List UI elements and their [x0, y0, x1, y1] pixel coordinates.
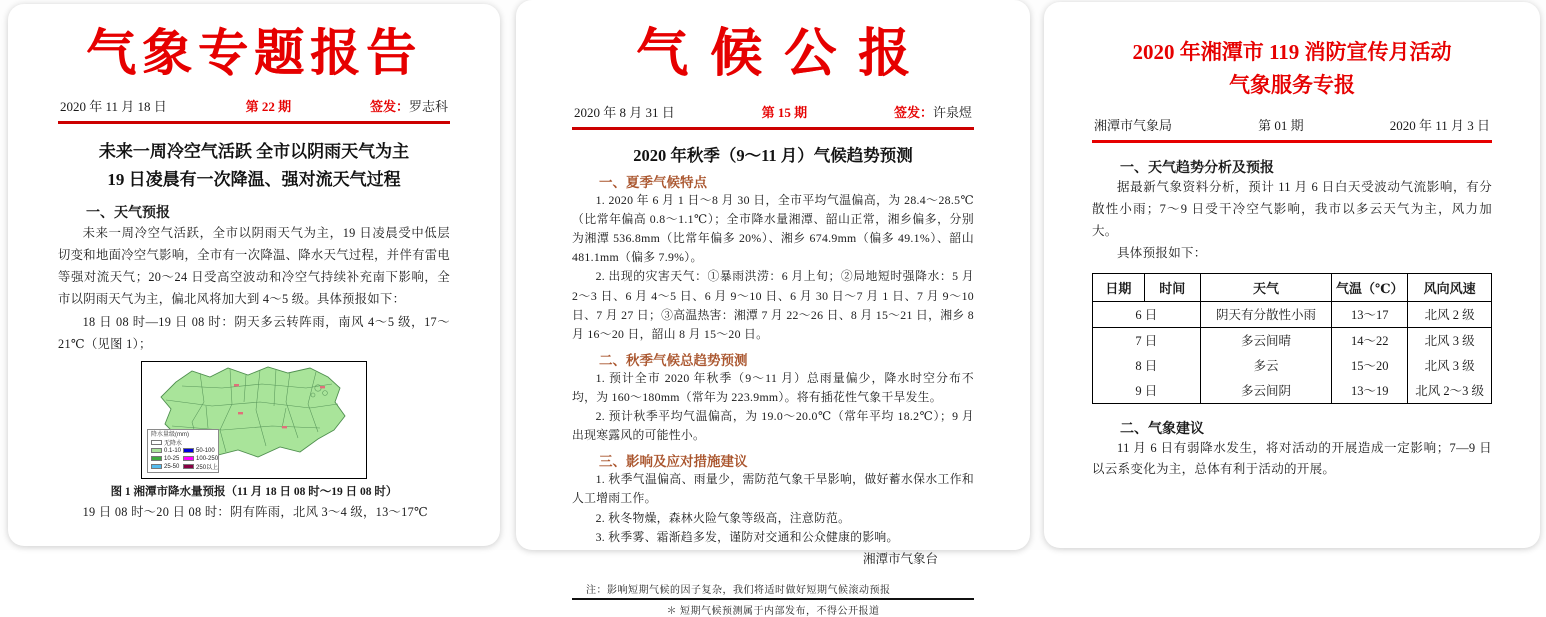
cell-weather: 多云间阴	[1200, 378, 1332, 404]
legend-item	[183, 463, 218, 471]
doc2-section3-title: 三、影响及应对措施建议	[599, 454, 748, 470]
doc2-s3-paragraph1: 1. 秋季气温偏高、雨量少，需防范气象干旱影响，做好蓄水保水工作和人工增雨工作。	[572, 472, 974, 506]
legend-label: 10-25	[164, 455, 180, 462]
doc1-paragraph-day19: 19 日 08 时～20 日 08 时：阴有阵雨，北风 3～4 级，13～17℃	[82, 504, 429, 519]
doc1-headline-line1: 未来一周冷空气活跃 全市以阴雨天气为主	[98, 142, 410, 161]
cell-wind: 北风 3 级	[1408, 327, 1492, 353]
doc3-title	[1092, 36, 1492, 101]
doc1-paragraph-day18: 18 日 08 时—19 日 08 时：阴天多云转阵雨，南风 4～5 级，17～21℃（见图 1）；	[58, 314, 450, 351]
doc2-s2-paragraph2: 2. 预计秋季平均气温偏高，为 19.0～20.0℃（常年平均 18.2℃）；9 月出现寒露风的可能性小。	[572, 409, 974, 443]
doc2-footnote-line1: 注：影响短期气候的因子复杂，我们将适时做好短期气候滚动预报	[572, 581, 974, 600]
doc1-headline-line2: 19 日凌晨有一次降温、强对流天气过程	[107, 170, 401, 190]
forecast-row-day7	[1093, 327, 1492, 353]
legend-label: 100-250	[196, 455, 219, 462]
doc3-org-name: 湘潭市气象局	[1094, 118, 1173, 134]
doc2-section1-title: 一、夏季气候特点	[599, 175, 707, 190]
doc1-figure-caption: 图 1 湘潭市降水量预报（11 月 18 日 08 时～19 日 08 时）	[110, 485, 398, 498]
doc2-issue-date: 2020 年 8 月 31 日	[574, 105, 675, 120]
doc1-signer-name: 罗志科	[408, 99, 448, 114]
doc1-issue-number: 第 22 期	[245, 99, 292, 114]
doc2-sign-label: 签发：	[893, 105, 933, 120]
document-card-fire-publicity-weather-report[interactable]	[1044, 2, 1540, 548]
map-legend-title: 降水量级(mm)	[151, 431, 189, 438]
doc2-signer-name: 许泉煜	[932, 105, 972, 120]
col-header-weather: 天气	[1200, 273, 1332, 301]
legend-label: 50-100	[196, 447, 215, 454]
legend-swatch-moderate	[151, 456, 162, 461]
doc2-meta-row	[572, 102, 974, 130]
forecast-header-row	[1093, 273, 1492, 301]
legend-label: 250以上	[196, 465, 219, 472]
forecast-row-day6	[1093, 301, 1492, 327]
doc2-report-title: 2020 年秋季（9～11 月）气候趋势预测	[633, 146, 913, 165]
forecast-row-day8	[1093, 353, 1492, 378]
cell-temp: 13～19	[1332, 378, 1408, 404]
doc2-s2-paragraph1: 1. 预计全市 2020 年秋季（9～11 月）总雨量偏少，降水时空分布不均，为 160～180mm（常年为 223.9mm）。将有插花性气象干旱发生。	[572, 370, 974, 404]
cell-temp: 14～22	[1332, 327, 1408, 353]
doc1-meta-row	[58, 96, 450, 124]
legend-label: 0.1-10	[164, 447, 182, 454]
doc1-issue-date: 2020 年 11 月 18 日	[60, 99, 167, 114]
doc2-footnotes	[572, 581, 974, 617]
doc3-issue-number: 第 01 期	[1258, 118, 1304, 134]
doc3-section1-title: 一、天气趋势分析及预报	[1120, 161, 1274, 177]
doc2-s3-paragraph3: 3. 秋季雾、霜渐趋多发，谨防对交通和公众健康的影响。	[595, 529, 899, 544]
doc3-s1-paragraph2: 具体预报如下：	[1117, 245, 1207, 260]
legend-item	[151, 447, 181, 455]
cell-weather: 多云	[1200, 353, 1332, 378]
doc3-forecast-table	[1092, 273, 1492, 404]
legend-swatch-large	[151, 464, 162, 469]
doc3-s2-paragraph1: 11 月 6 日有弱降水发生，将对活动的开展造成一定影响；7—9 日以云系变化为主，总体有利于活动的开展。	[1092, 440, 1492, 477]
cell-wind: 北风 2～3 级	[1408, 378, 1492, 404]
doc2-s3-paragraph2: 2. 秋冬物燥，森林火险气象等级高，注意防范。	[595, 510, 851, 525]
cell-temp: 13～17	[1332, 301, 1408, 327]
cell-weather: 阴天有分散性小雨	[1200, 301, 1332, 327]
col-header-time: 时间	[1144, 273, 1200, 301]
legend-item	[151, 439, 216, 447]
doc3-meta-row	[1092, 115, 1492, 143]
doc1-signer	[370, 96, 448, 115]
col-header-wind: 风向风速	[1408, 273, 1492, 301]
document-card-weather-special-report[interactable]	[8, 4, 500, 546]
doc3-title-line1: 2020 年湘潭市 119 消防宣传月活动	[1132, 40, 1452, 64]
legend-label: 25-50	[164, 463, 180, 470]
doc1-masthead-title: 气象专题报告	[86, 25, 422, 81]
map-legend	[147, 429, 219, 473]
doc2-signer	[894, 102, 972, 121]
cell-weather: 多云间晴	[1200, 327, 1332, 353]
cell-temp: 15～20	[1332, 353, 1408, 378]
legend-label: 无降水	[164, 441, 183, 448]
doc3-s1-paragraph1: 据最新气象资料分析，预计 11 月 6 日白天受波动气流影响，有分散性小雨；7～9 日受干冷空气影响，我市以多云天气为主，风力加大。	[1092, 180, 1492, 238]
legend-swatch-storm	[183, 456, 194, 461]
doc2-issue-number: 第 15 期	[761, 105, 808, 120]
legend-swatch-none	[151, 440, 162, 445]
doc2-s1-paragraph1: 1. 2020 年 6 月 1 日～8 月 30 日，全市平均气温偏高，为 28.4～28.5℃（比常年偏高 0.8～1.1℃）；全市降水量湘潭、韶山正常，湘乡偏多，分别为湘潭 536.8mm（比常年偏多 20%）、湘乡 674.9mm（偏多 49.1%）、韶山 481.1mm（偏多 7.9%）。	[572, 193, 974, 265]
doc1-sign-label: 签发：	[369, 99, 409, 114]
doc2-footnote-line2: ＊ 短期气候预测属于内部发布，不得公开报道	[666, 605, 880, 617]
legend-item	[151, 455, 181, 463]
cell-wind: 北风 3 级	[1408, 353, 1492, 378]
legend-swatch-heavy	[183, 448, 194, 453]
doc2-s1-paragraph2: 2. 出现的灾害天气：①暴雨洪涝：6 月上旬；②局地短时强降水：5 月 2～3 日、6 月 4～5 日、6 月 9～10 日、6 月 30 日～7 月 1 日、7 月 9～10 日、7 月 27 日；③高温热害：湘潭 7 月 22～26 日、8 月 15～21 日，湘乡 8 月 16～20 日，韶山 8 月 15～20 日。	[572, 269, 974, 341]
legend-item	[151, 463, 181, 471]
document-card-climate-bulletin[interactable]	[516, 0, 1030, 617]
legend-grid	[151, 447, 219, 472]
doc1-paragraph-forecast: 未来一周冷空气活跃，全市以阴雨天气为主，19 日凌晨受中低层切变和地面冷空气影响，全市有一次降温、降水天气过程，并伴有雷电等强对流天气；20～24 日受高空波动和冷空气持续补充南下影响，全市以阴雨天气为主，偏北风将加大到 4～5 级。具体预报如下：	[58, 226, 450, 307]
legend-item	[183, 447, 218, 455]
doc2-masthead-title: 气候公报	[635, 26, 932, 83]
cell-date: 7 日	[1093, 327, 1201, 353]
cell-date: 8 日	[1093, 353, 1201, 378]
doc1-precipitation-map-figure	[141, 361, 367, 479]
doc2-signature-org: 湘潭市气象台	[862, 551, 938, 566]
doc2-section2-title: 二、秋季气候总趋势预测	[599, 352, 748, 368]
cell-date: 6 日	[1093, 301, 1201, 327]
legend-swatch-extreme	[183, 464, 194, 469]
legend-swatch-light	[151, 448, 162, 453]
doc3-section2-title: 二、气象建议	[1120, 421, 1204, 437]
forecast-row-day9	[1093, 378, 1492, 404]
col-header-date: 日期	[1093, 273, 1145, 301]
doc1-headline	[58, 138, 450, 194]
doc1-section1-title: 一、天气预报	[86, 206, 170, 222]
doc3-title-line2: 气象服务专报	[1229, 72, 1355, 97]
col-header-temp: 气温（℃）	[1332, 273, 1408, 301]
doc3-issue-date: 2020 年 11 月 3 日	[1389, 118, 1490, 134]
cell-wind: 北风 2 级	[1408, 301, 1492, 327]
cell-date: 9 日	[1093, 378, 1201, 404]
